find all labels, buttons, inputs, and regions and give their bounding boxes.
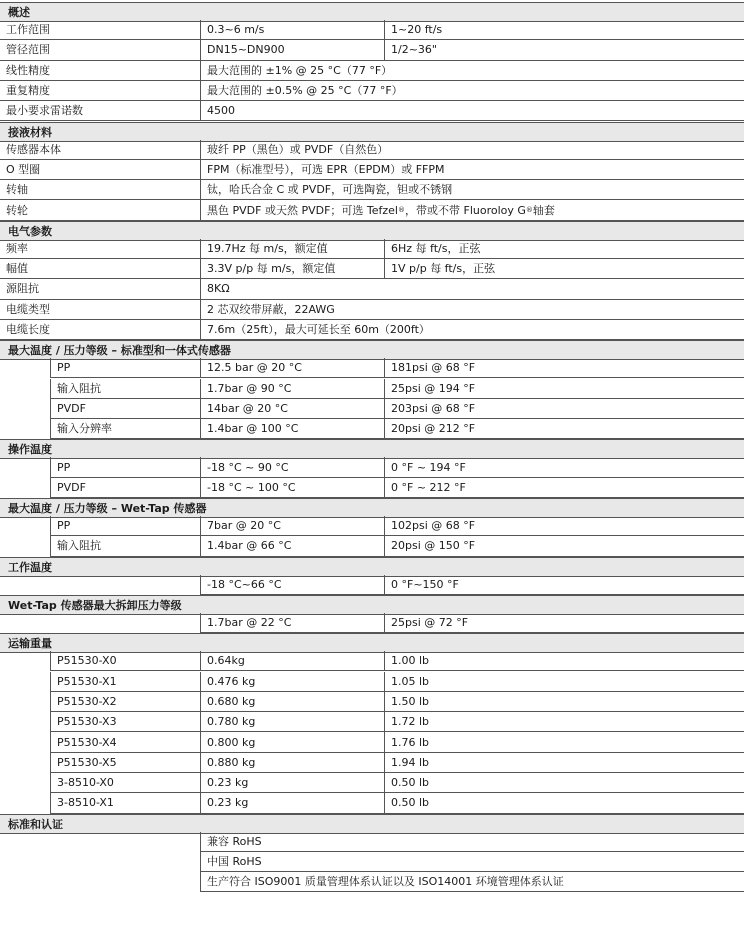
row-label: 幅值 (0, 259, 200, 279)
row-value-imperial: 20psi @ 212 °F (384, 419, 744, 439)
row-value-metric: 7.6m（25ft），最大可延长至 60m（200ft） (200, 320, 744, 340)
row-label: 电缆长度 (0, 320, 200, 340)
row-value-metric: 0.800 kg (200, 732, 384, 752)
row-label: 频率 (0, 239, 200, 259)
table-row (0, 516, 744, 536)
table-row (0, 672, 744, 692)
table-row (0, 651, 744, 671)
row-value-imperial: 0.50 lb (384, 793, 744, 813)
row-label: 最小要求雷诺数 (0, 101, 200, 121)
row-label: PP (50, 358, 200, 378)
row-value-imperial: 0 °F ~ 212 °F (384, 478, 744, 498)
section-header (0, 595, 744, 615)
section-header (0, 2, 744, 22)
section-title: 概述 (8, 6, 30, 19)
row-value-metric: 0.680 kg (200, 692, 384, 712)
row-value-imperial: 203psi @ 68 °F (384, 399, 744, 419)
row-value-imperial: 1.00 lb (384, 651, 744, 671)
row-value-metric: 1.4bar @ 66 °C (200, 536, 384, 556)
row-value-imperial: 102psi @ 68 °F (384, 516, 744, 536)
table-row (0, 61, 744, 81)
table-row (0, 478, 744, 498)
row-value-imperial: 1.76 lb (384, 732, 744, 752)
row-value-metric: 中国 RoHS (200, 852, 744, 872)
section-title: Wet-Tap 传感器最大拆卸压力等级 (8, 598, 182, 612)
section-header (0, 557, 744, 577)
section-title: 工作温度 (8, 560, 52, 574)
row-value-metric: 玻纤 PP（黑色）或 PVDF（自然色） (200, 140, 744, 160)
row-value-metric: 19.7Hz 每 m/s，额定值 (200, 239, 384, 259)
table-row (0, 753, 744, 773)
row-value-metric: 0.880 kg (200, 753, 384, 773)
row-value-metric: 1.4bar @ 100 °C (200, 419, 384, 439)
row-label: P51530-X4 (50, 732, 200, 752)
row-value-imperial: 20psi @ 150 °F (384, 536, 744, 556)
row-value-imperial: 1V p/p 每 ft/s，正弦 (384, 259, 744, 279)
section-header (0, 814, 744, 834)
table-row (0, 773, 744, 793)
section-title: 最大温度 / 压力等级 – 标准型和一体式传感器 (8, 344, 231, 358)
table-row (0, 536, 744, 556)
row-value-metric: 0.23 kg (200, 793, 384, 813)
row-label: 输入阻抗 (50, 536, 200, 556)
row-value-metric: 0.64kg (200, 651, 384, 671)
row-label: 电缆类型 (0, 300, 200, 320)
row-value-metric: 最大范围的 ±1% @ 25 °C（77 °F） (200, 61, 744, 81)
table-row (0, 40, 744, 60)
row-label: 3-8510-X0 (50, 773, 200, 793)
row-value-metric: 生产符合 ISO9001 质量管理体系认证以及 ISO14001 环境管理体系认证 (200, 872, 744, 892)
row-value-metric: 3.3V p/p 每 m/s，额定值 (200, 259, 384, 279)
row-value-metric: -18 °C ~ 90 °C (200, 457, 384, 477)
table-row (0, 399, 744, 419)
table-row (0, 419, 744, 439)
row-value-imperial: 1.94 lb (384, 753, 744, 773)
table-row (0, 140, 744, 160)
row-label: PVDF (50, 399, 200, 419)
table-row (0, 732, 744, 752)
row-value-metric: 0.23 kg (200, 773, 384, 793)
table-row (0, 852, 744, 872)
section-header (0, 633, 744, 653)
table-row (0, 200, 744, 220)
row-label: 工作范围 (0, 20, 200, 40)
row-value-metric: -18 °C ~ 100 °C (200, 478, 384, 498)
row-value-metric: 7bar @ 20 °C (200, 516, 384, 536)
table-row (0, 101, 744, 121)
table-row (0, 712, 744, 732)
row-value-metric: 钛，哈氏合金 C 或 PVDF，可选陶瓷，钽或不锈钢 (200, 180, 744, 200)
row-label: 管径范围 (0, 40, 200, 60)
table-row (0, 20, 744, 40)
row-value-metric: 8KΩ (200, 279, 744, 299)
table-row (0, 239, 744, 259)
table-row (0, 832, 744, 852)
row-value-imperial: 1.05 lb (384, 672, 744, 692)
section-header (0, 122, 744, 142)
row-value-metric: 最大范围的 ±0.5% @ 25 °C（77 °F） (200, 81, 744, 101)
row-value-imperial: 0 °F~150 °F (384, 575, 744, 595)
row-value-metric: 兼容 RoHS (200, 832, 744, 852)
row-value-metric: 14bar @ 20 °C (200, 399, 384, 419)
row-label: 转轴 (0, 180, 200, 200)
section-title: 运输重量 (8, 637, 52, 651)
row-label: 输入阻抗 (50, 379, 200, 399)
row-label: 输入分辨率 (50, 419, 200, 439)
table-row (0, 81, 744, 101)
section-header (0, 340, 744, 360)
row-value-metric: 1.7bar @ 22 °C (200, 613, 384, 633)
row-value-imperial: 1.50 lb (384, 692, 744, 712)
row-value-metric: -18 °C~66 °C (200, 575, 384, 595)
row-value-metric: 12.5 bar @ 20 °C (200, 358, 384, 378)
row-label: 3-8510-X1 (50, 793, 200, 813)
row-value-imperial: 0.50 lb (384, 773, 744, 793)
table-row (0, 160, 744, 180)
table-row (0, 300, 744, 320)
row-value-metric: 0.780 kg (200, 712, 384, 732)
table-row (0, 279, 744, 299)
table-row (0, 259, 744, 279)
row-label: 重复精度 (0, 81, 200, 101)
row-value-imperial: 25psi @ 72 °F (384, 613, 744, 633)
section-title: 标准和认证 (8, 817, 63, 831)
row-value-metric: 2 芯双绞带屏蔽，22AWG (200, 300, 744, 320)
section-title: 电气参数 (8, 224, 52, 238)
table-row (0, 457, 744, 477)
table-row (0, 872, 744, 892)
table-row (0, 793, 744, 813)
row-value-imperial: 1/2~36" (384, 40, 744, 60)
row-value-imperial: 0 °F ~ 194 °F (384, 457, 744, 477)
row-value-metric: DN15~DN900 (200, 40, 384, 60)
section-header (0, 498, 744, 518)
row-label: O 型圈 (0, 160, 200, 180)
table-row (0, 692, 744, 712)
row-label: 传感器本体 (0, 140, 200, 160)
row-value-imperial: 1.72 lb (384, 712, 744, 732)
section-title: 最大温度 / 压力等级 – Wet-Tap 传感器 (8, 502, 207, 515)
row-label: P51530-X1 (50, 672, 200, 692)
table-row (0, 180, 744, 200)
row-label: PVDF (50, 478, 200, 498)
row-value-metric: 1.7bar @ 90 °C (200, 379, 384, 399)
section-header (0, 221, 744, 241)
row-label: PP (50, 516, 200, 536)
table-row (0, 575, 744, 595)
row-value-imperial: 181psi @ 68 °F (384, 358, 744, 378)
row-label: P51530-X5 (50, 753, 200, 773)
row-label: 源阻抗 (0, 279, 200, 299)
section-title: 接液材料 (8, 125, 52, 139)
row-value-metric: 4500 (200, 101, 744, 121)
table-row (0, 358, 744, 378)
row-label: 转轮 (0, 200, 200, 220)
row-value-metric: 0.3~6 m/s (200, 20, 384, 40)
table-row (0, 379, 744, 399)
row-value-imperial: 1~20 ft/s (384, 20, 744, 40)
row-value-imperial: 6Hz 每 ft/s，正弦 (384, 239, 744, 259)
section-title: 操作温度 (8, 443, 52, 457)
row-value-metric: FPM（标准型号），可选 EPR（EPDM）或 FFPM (200, 160, 744, 180)
row-label: P51530-X2 (50, 692, 200, 712)
row-label: PP (50, 457, 200, 477)
section-header (0, 439, 744, 459)
row-label: P51530-X0 (50, 651, 200, 671)
row-value-metric: 0.476 kg (200, 672, 384, 692)
row-value-metric: 黑色 PVDF 或天然 PVDF；可选 Tefzel ® ，带或不带 Fluoroloy G ® 轴套 (200, 200, 744, 220)
row-label: 线性精度 (0, 61, 200, 81)
table-row (0, 320, 744, 340)
table-row (0, 613, 744, 633)
row-label: P51530-X3 (50, 712, 200, 732)
row-value-imperial: 25psi @ 194 °F (384, 379, 744, 399)
